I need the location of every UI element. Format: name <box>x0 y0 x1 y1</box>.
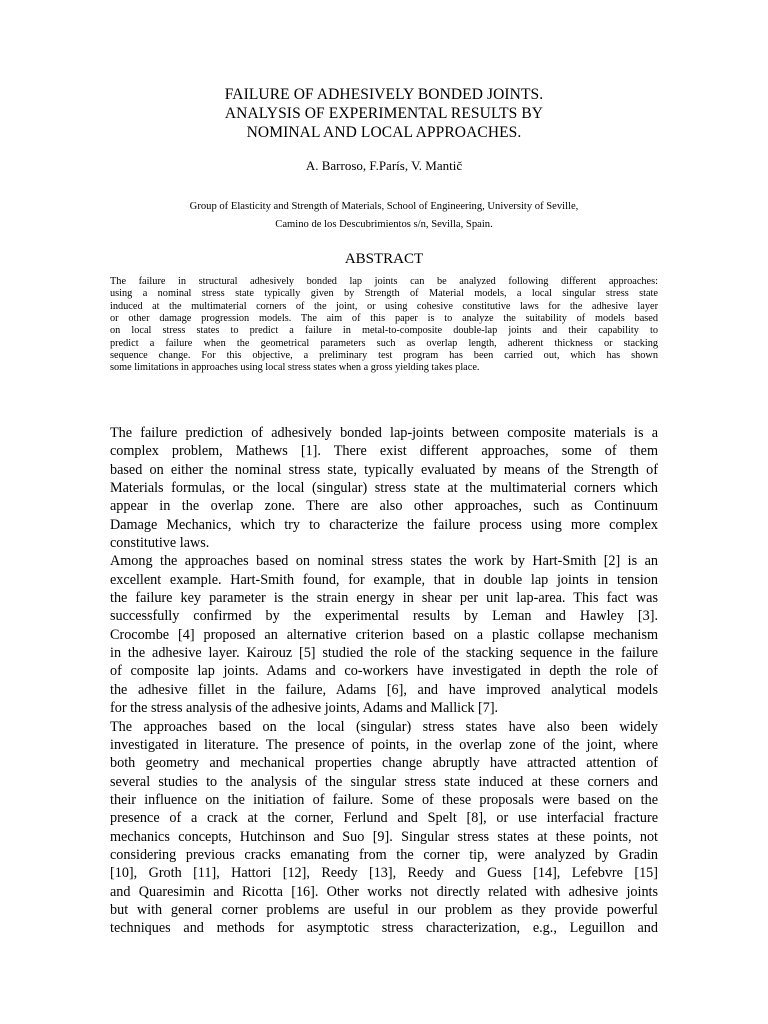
body-line: Damage Mechanics, which try to characterize the failure process using more complex <box>110 516 658 533</box>
abstract-line: using a nominal stress state typically given by Strength of Material models, a local singular stress state <box>110 288 658 300</box>
abstract-line: or other damage progression models. The aim of this paper is to analyze the suitability of models based <box>110 313 658 325</box>
body-line: The failure prediction of adhesively bonded lap-joints between composite materials is a <box>110 425 658 441</box>
body-line: Among the approaches based on nominal stress states the work by Hart-Smith [2] is an <box>110 553 658 570</box>
body-line: mechanics concepts, Hutchinson and Suo [9]. Singular stress states at these points, not <box>110 828 658 845</box>
abstract-line: predict a failure when the geometrical parameters such as overlap length, adherent thickness or stacking <box>110 337 658 349</box>
abstract-line: sequence change. For this objective, a preliminary test program has been carried out, which has shown <box>110 350 658 362</box>
body-line: their influence on the initiation of failure. Some of these proposals were based on the <box>110 791 658 808</box>
body-line: appear in the overlap zone. There are also other approaches, such as Continuum <box>110 498 658 515</box>
body-line: for the stress analysis of the adhesive joints, Adams and Mallick [7]. <box>110 700 499 717</box>
body-line: successfully confirmed by the experimental results by Leman and Hawley [3]. <box>110 608 658 625</box>
abstract-line: The failure in structural adhesively bonded lap joints can be analyzed following different approaches: <box>110 276 658 287</box>
title-line-1: FAILURE OF ADHESIVELY BONDED JOINTS. <box>224 86 544 103</box>
authors: A. Barroso, F.París, V. Mantič <box>305 158 463 173</box>
abstract-line: induced at the multimaterial corners of the joint, or using cohesive constitutive laws for the adhesive layer <box>110 300 658 312</box>
body-line: the adhesive fillet in the failure, Adams [6], and have improved analytical models <box>110 681 658 698</box>
body-line: Materials formulas, or the local (singular) stress state at the multimaterial corners which <box>110 480 658 497</box>
body-line: techniques and methods for asymptotic stress characterization, e.g., Leguillon and <box>110 920 658 937</box>
abstract-text <box>110 276 658 375</box>
body-line: investigated in literature. The presence of points, in the overlap zone of the joint, where <box>110 736 658 753</box>
body-line: [10], Groth [11], Hattori [12], Reedy [13], Reedy and Guess [14], Lefebvre [15] <box>110 865 658 882</box>
body-line: of composite lap joints. Adams and co-workers have investigated in depth the role of <box>110 663 658 680</box>
abstract-line: on local stress states to predict a failure in metal-to-composite double-lap joints and their capability to <box>110 325 658 337</box>
abstract-heading: ABSTRACT <box>344 251 424 267</box>
body-line: complex problem, Mathews [1]. There exist different approaches, some of them <box>110 443 658 460</box>
body-line: both geometry and mechanical properties change abruptly have attracted attention of <box>110 755 658 772</box>
affiliation-line-2: Camino de los Descubrimientos s/n, Sevilla, Spain. <box>275 219 493 230</box>
affiliation <box>110 198 658 234</box>
abstract-line: some limitations in approaches using local stress states when a gross yielding takes place. <box>110 362 480 374</box>
body-line: based on either the nominal stress state, typically evaluated by means of the Strength of <box>110 461 658 478</box>
body-text <box>110 424 658 938</box>
body-line: but with general corner problems are useful in our problem as they provide powerful <box>110 901 658 918</box>
body-line: presence of a crack at the corner, Ferlund and Spelt [8], or use interfacial fracture <box>110 810 658 827</box>
body-line: and Quaresimin and Ricotta [16]. Other works not directly related with adhesive joints <box>110 883 658 900</box>
body-line: Crocombe [4] proposed an alternative criterion based on a plastic collapse mechanism <box>110 626 658 643</box>
body-line: considering previous cracks emanating from the corner tip, were analyzed by Gradin <box>110 846 658 863</box>
title-line-2: ANALYSIS OF EXPERIMENTAL RESULTS BY <box>224 105 544 122</box>
body-line: the failure key parameter is the strain energy in shear per unit lap-area. This fact was <box>110 590 658 607</box>
body-line: constitutive laws. <box>110 535 210 552</box>
body-line: several studies to the analysis of the singular stress state induced at these corners and <box>110 773 658 790</box>
paper-title <box>110 85 658 142</box>
body-line: The approaches based on the local (singular) stress states have also been widely <box>110 718 658 735</box>
body-line: in the adhesive layer. Kairouz [5] studied the role of the stacking sequence in the failure <box>110 645 658 662</box>
title-line-3: NOMINAL AND LOCAL APPROACHES. <box>246 124 522 141</box>
affiliation-line-1: Group of Elasticity and Strength of Materials, School of Engineering, University of Seville, <box>189 201 579 212</box>
body-line: excellent example. Hart-Smith found, for example, that in double lap joints in tension <box>110 571 658 588</box>
